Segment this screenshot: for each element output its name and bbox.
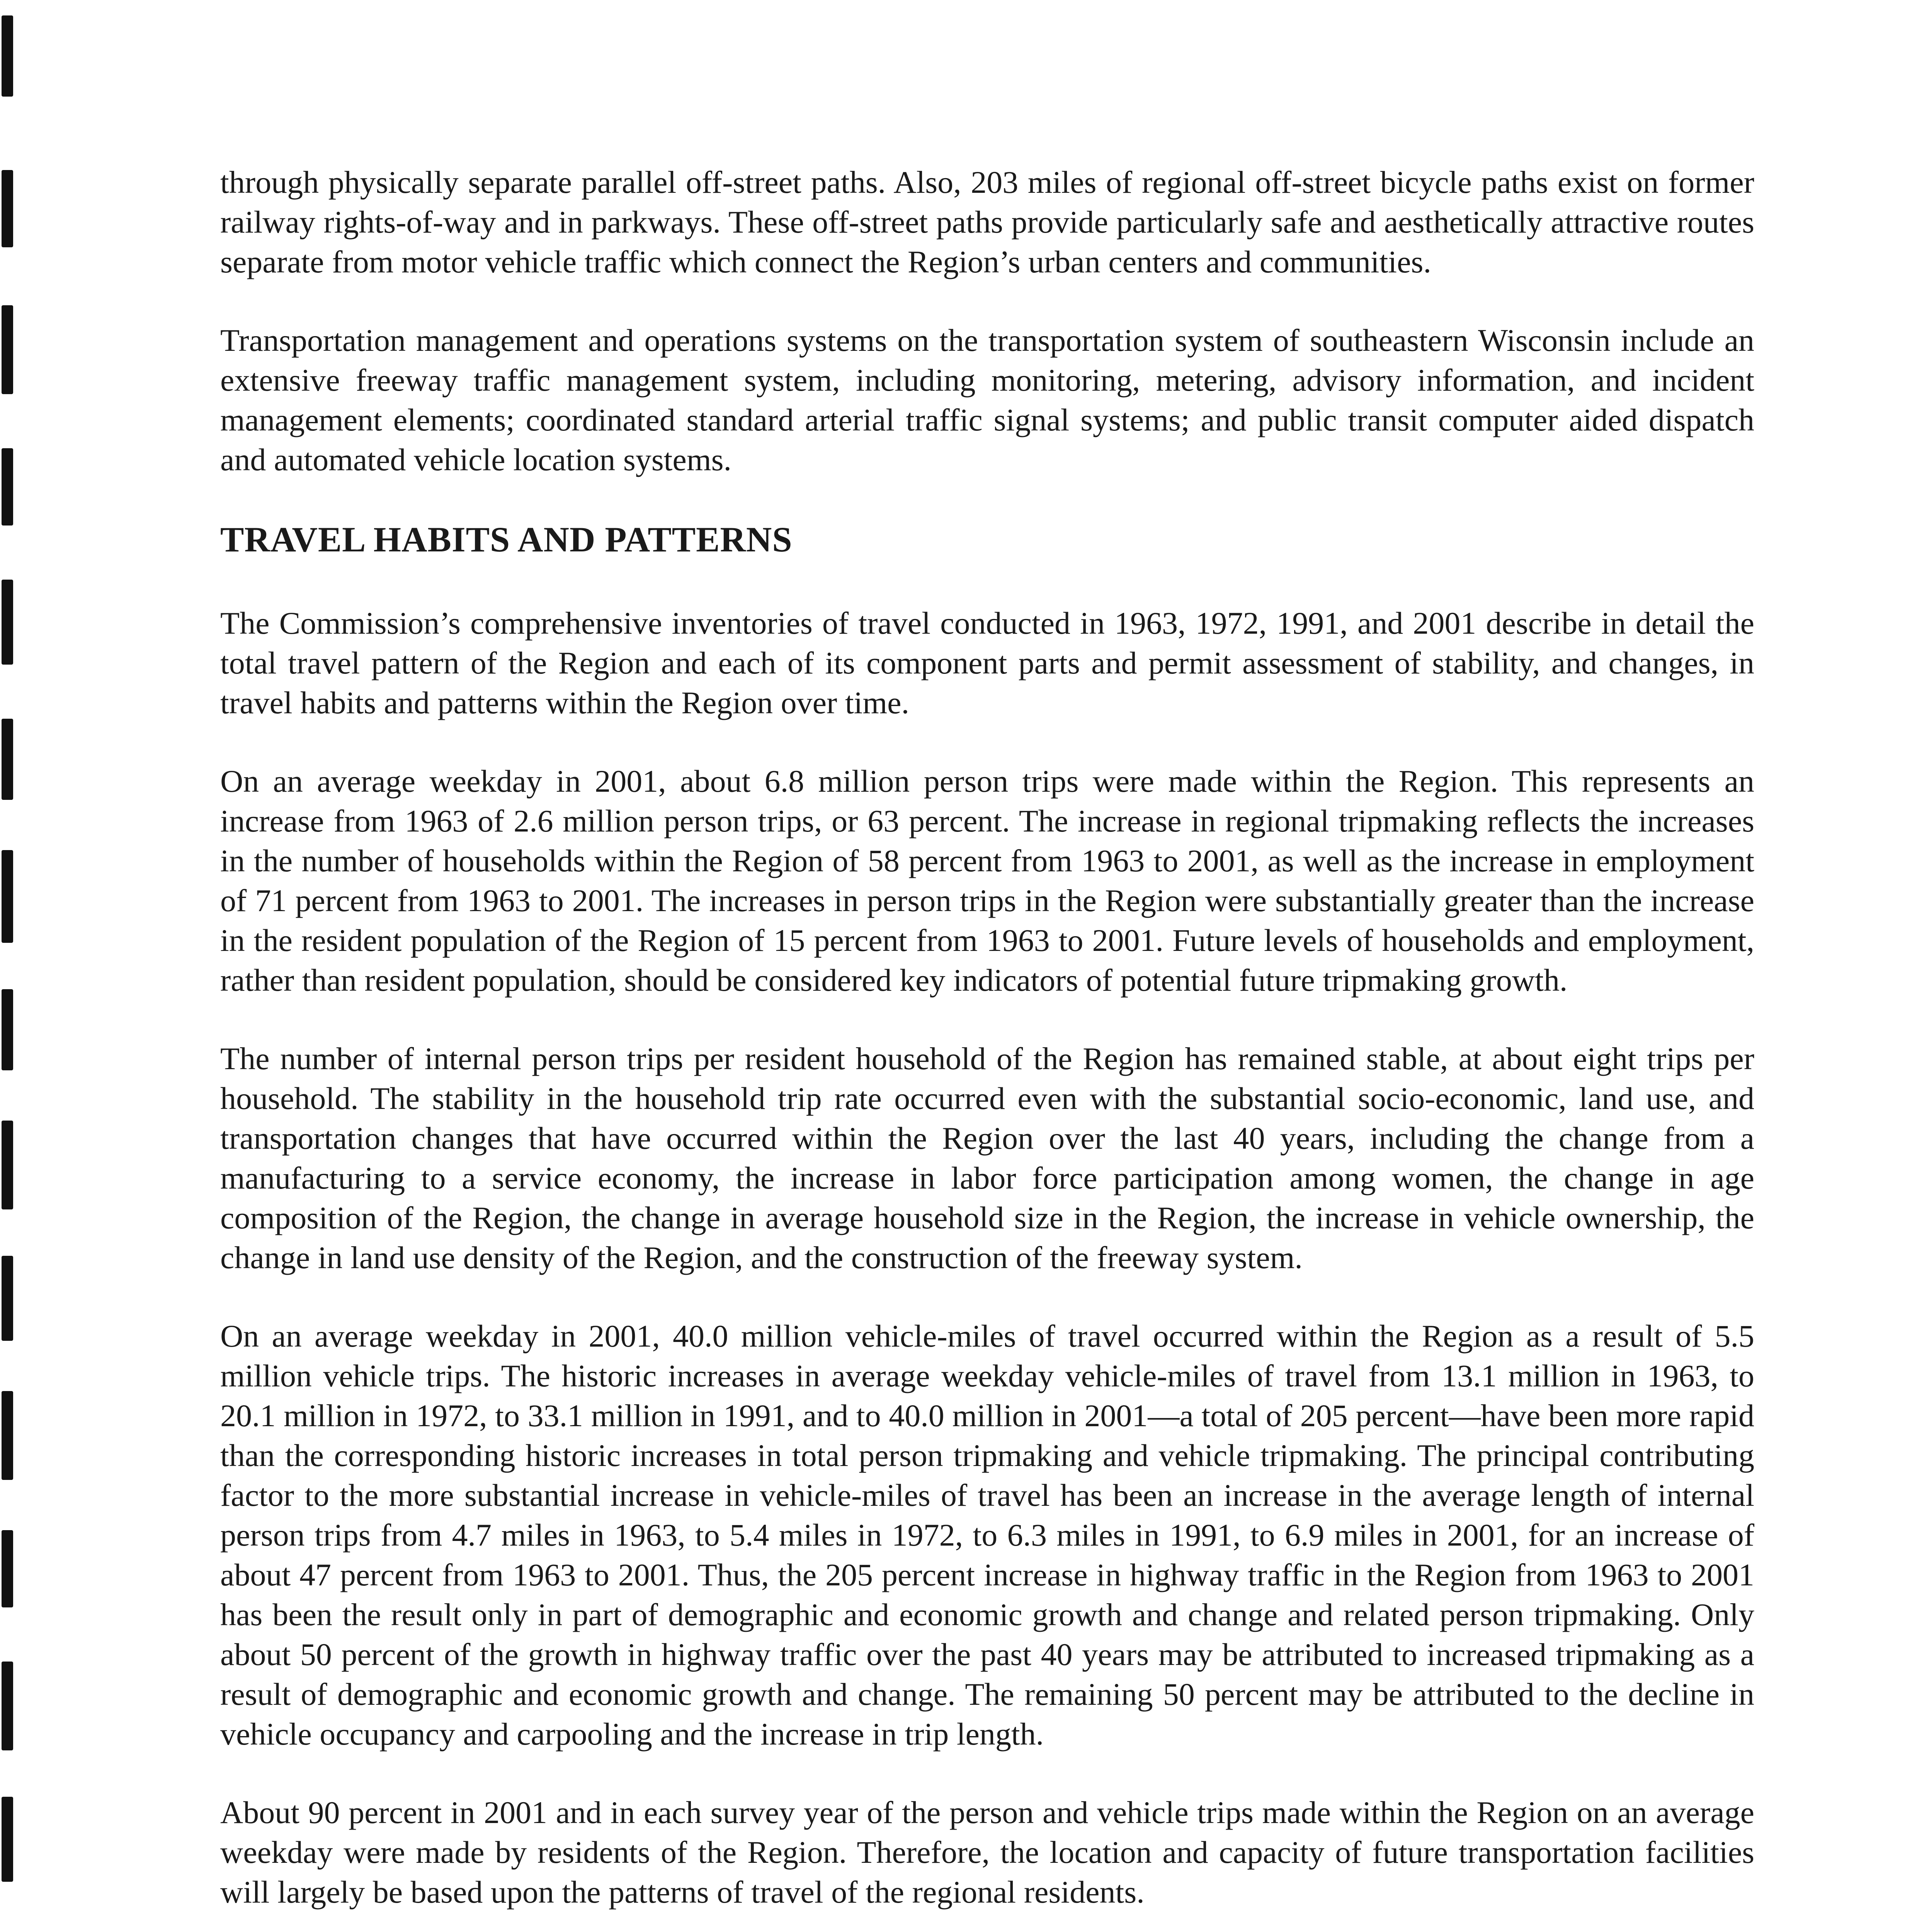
binding-mark xyxy=(2,448,13,526)
paragraph-resident-trips: About 90 percent in 2001 and in each survey year of the person and vehicle trips made within the Region on an average weekday were made by residents of the Region. Therefore, the location and capacity of future transportation facilities will largely be based upon the patterns of travel of the regional residents. xyxy=(220,1795,1754,1910)
binding-mark xyxy=(2,1121,13,1209)
binding-edge-marks xyxy=(0,0,35,1932)
binding-mark xyxy=(2,15,13,97)
binding-mark xyxy=(2,1530,13,1607)
binding-mark xyxy=(2,1256,13,1341)
binding-mark xyxy=(2,719,13,800)
binding-mark xyxy=(2,1662,13,1750)
page-body xyxy=(220,162,1754,1932)
section-heading: TRAVEL HABITS AND PATTERNS xyxy=(220,520,793,559)
binding-mark xyxy=(2,580,13,665)
binding-mark xyxy=(2,989,13,1070)
paragraph-bicycle-paths: through physically separate parallel off-street paths. Also, 203 miles of regional off-street bicycle paths exist on former railway rights-of-way and in parkways. These off-street paths provide particularly safe and aesthetically attractive routes separate from motor vehicle traffic which connect the Region’s urban centers and communities. xyxy=(220,165,1754,279)
binding-mark xyxy=(2,305,13,394)
binding-mark xyxy=(2,1391,13,1480)
paragraph-household-trip-rate: The number of internal person trips per resident household of the Region has remained stable, at about eight trips per household. The stability in the household trip rate occurred even with the substantial socio-economic, land use, and transportation changes that have occurred within the Region over the last 40 years, including the change from a manufacturing to a service economy, the increase in labor force participation among women, the change in age composition of the Region, the change in average household size in the Region, the increase in vehicle ownership, the change in land use density of the Region, and the construction of the freeway system. xyxy=(220,1041,1754,1275)
paragraph-vehicle-miles: On an average weekday in 2001, 40.0 million vehicle-miles of travel occurred within the Region as a result of 5.5 million vehicle trips. The historic increases in average weekday vehicle-miles of travel from 13.1 million in 1963, to 20.1 million in 1972, to 33.1 million in 1991, and to 40.0 million in 2001—a total of 205 percent—have been more rapid than the corresponding historic increases in total person tripmaking and vehicle tripmaking. The principal contributing factor to the more substantial increase in vehicle-miles of travel has been an increase in the average length of internal person trips from 4.7 miles in 1963, to 5.4 miles in 1972, to 6.3 miles in 1991, to 6.9 miles in 2001, for an increase of about 47 percent from 1963 to 2001. Thus, the 205 percent increase in highway traffic in the Region from 1963 to 2001 has been the result only in part of demographic and economic growth and change and related person tripmaking. Only about 50 percent of the growth in highway traffic over the past 40 years may be attributed to increased tripmaking as a result of demographic and economic growth and change. The remaining 50 percent may be attributed to the decline in vehicle occupancy and carpooling and the increase in trip length. xyxy=(220,1318,1754,1752)
binding-mark xyxy=(2,1797,13,1882)
binding-mark xyxy=(2,170,13,247)
paragraph-management-systems: Transportation management and operations systems on the transportation system of southeastern Wisconsin include an extensive freeway traffic management system, including monitoring, metering, advisory information, and incident management elements; coordinated standard arterial traffic signal systems; and public transit computer aided dispatch and automated vehicle location systems. xyxy=(220,323,1754,477)
paragraph-person-trips: On an average weekday in 2001, about 6.8 million person trips were made within the Region. This represents an increase from 1963 of 2.6 million person trips, or 63 percent. The increase in regional tripmaking reflects the increases in the number of households within the Region of 58 percent from 1963 to 2001, as well as the increase in employment of 71 percent from 1963 to 2001. The increases in person trips in the Region were substantially greater than the increase in the resident population of the Region of 15 percent from 1963 to 2001. Future levels of households and employment, rather than resident population, should be considered key indicators of potential future tripmaking growth. xyxy=(220,764,1754,998)
paragraph-travel-inventories: The Commission’s comprehensive inventories of travel conducted in 1963, 1972, 1991, and 2001 describe in detail the total travel pattern of the Region and each of its component parts and permit assessment of stability, and changes, in travel habits and patterns within the Region over time. xyxy=(220,605,1754,720)
binding-mark xyxy=(2,850,13,943)
